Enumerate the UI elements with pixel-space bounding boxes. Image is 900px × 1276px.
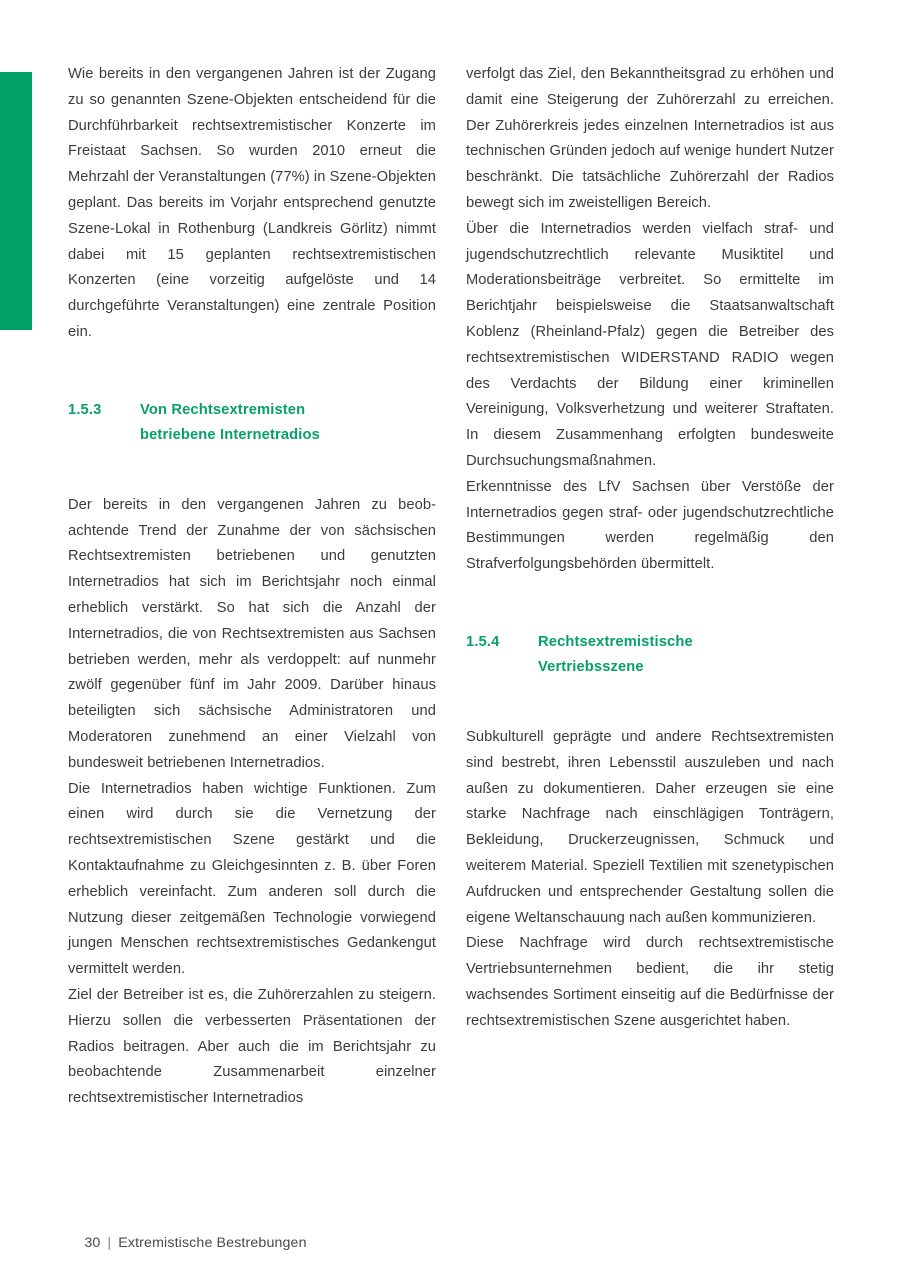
section-title-1-5-3-line-1: Von Rechtsextremisten bbox=[140, 401, 306, 418]
section-heading-1-5-4 bbox=[466, 630, 834, 681]
paragraph-ziel-betreiber: Ziel der Betreiber ist es, die Zuhörerzahlen zu steigern. Hierzu sollen die verbesserten Präsentationen der Radios beitragen. Aber auch die im Berichtsjahr zu beobachtende Zusammenarbeit einzelner rechtsextremistischer Internetradios bbox=[68, 986, 436, 1107]
section-title-1-5-4-line-1: Rechtsextremistische bbox=[538, 633, 693, 650]
paragraph-funktionen-internetradios: Die Internetradios haben wichtige Funktionen. Zum einen wird durch sie die Vernetzung der rechtsextremistischen Szene gestärkt und die Kontaktaufnahme zu Gleichgesinnten z. B. über Foren erheblich vereinfacht. Zum anderen soll durch die Nutzung dieser zeitgemäßen Technologie vorwiegend jungen Menschen rechtsextremistisches Gedankengut vermittelt werden. bbox=[68, 780, 436, 978]
paragraph-bekanntheitsgrad: verfolgt das Ziel, den Bekanntheitsgrad zu erhöhen und damit eine Steigerung der Zuhörerzahl zu erreichen. Der Zuhörerkreis jedes einzelnen Internetradios ist aus technischen Gründen jedoch auf wenige hundert Nutzer beschränkt. Die tatsächliche Zuhörerzahl der Radios bewegt sich im zweistelligen Bereich. bbox=[466, 66, 834, 211]
spacer bbox=[466, 578, 834, 630]
spacer bbox=[68, 449, 436, 493]
page-footer bbox=[68, 1219, 307, 1267]
section-heading-1-5-3 bbox=[68, 398, 436, 449]
section-title-1-5-4 bbox=[538, 630, 834, 681]
chapter-tab-marker bbox=[0, 72, 32, 330]
section-number-1-5-3: 1.5.3 bbox=[68, 401, 102, 418]
paragraph-erkenntnisse-lfv: Erkenntnisse des LfV Sachsen über Verstöße der Internetradios gegen straf- oder jugendschutzrechtliche Bestimmungen werden regelmäßig den Strafverfolgungsbehörden übermittelt. bbox=[466, 478, 834, 573]
footer-separator: | bbox=[107, 1235, 112, 1251]
footer-chapter-title: Extremistische Bestrebungen bbox=[118, 1235, 307, 1251]
spacer bbox=[68, 346, 436, 398]
paragraph-strafrechtlich-relevant: Über die Internetradios werden vielfach straf- und jugendschutzrechtlich relevante Musiktitel und Moderationsbeiträge verbreitet. So ermittelte im Berichtjahr beispielsweise die Staatsanwaltschaft Koblenz (Rheinland-Pfalz) gegen die Betreiber des rechtsextremistischen WIDERSTAND RADIO wegen des Verdachts der Bildung einer kriminellen Vereinigung, Volksverhetzung und weiterer Straftaten. In diesem Zusammenhang erfolgten bundesweite Durchsuchungsmaßnahmen. bbox=[466, 220, 834, 469]
paragraph-nachfrage-vertrieb: Diese Nachfrage wird durch rechtsextremistische Vertriebsunternehmen bedient, die ihr stetig wachsendes Sortiment einseitig auf die Bedürfnisse der rechtsextremistischen Szene ausgerichtet haben. bbox=[466, 935, 834, 1029]
two-column-text-area bbox=[68, 62, 832, 1162]
section-number-1-5-4: 1.5.4 bbox=[466, 633, 500, 650]
paragraph-trend-internetradios: Der bereits in den vergangenen Jahren zu beobachtende Trend der Zunahme der von sächsischen Rechtsextremisten betriebenen und genutzten Internetradios hat sich im Berichtsjahr noch einmal erheblich verstärkt. So hat sich die Anzahl der Internetradios, die von Rechtsextremisten aus Sachsen betrieben werden, mehr als verdoppelt: auf nunmehr zwölf gegenüber fünf im Jahr 2009. Darüber hinaus beteiligten sich sächsische Administratoren und Moderatoren zunehmend an einer Vielzahl von bundesweit betriebenen Internetradios. bbox=[68, 496, 436, 771]
section-title-1-5-3-line-2: betriebene Internetradios bbox=[140, 427, 320, 444]
footer-page-number: 30 bbox=[84, 1235, 101, 1251]
spacer bbox=[466, 681, 834, 725]
left-text-column bbox=[68, 62, 436, 1112]
paragraph-szene-objekte: Wie bereits in den vergangenen Jahren ist der Zugang zu so genannten Szene-Objekten entscheidend für die Durchführbarkeit rechtsextremistischer Konzerte im Freistaat Sachsen. So wurden 2010 erneut die Mehrzahl der Veranstaltungen (77%) in Szene-Objekten geplant. Das bereits im Vorjahr entsprechend genutzte Szene-Lokal in Rothenburg (Landkreis Görlitz) nimmt dabei mit 15 geplanten rechtsextremistischen Konzerten (eine vorzeitig aufgelöste und 14 durchgeführte Veranstaltungen) eine zentrale Position ein. bbox=[68, 66, 436, 340]
section-title-1-5-3 bbox=[140, 398, 436, 449]
paragraph-subkulturell-gepraegte: Subkulturell geprägte und andere Rechtsextremisten sind bestrebt, ihren Lebensstil auszuleben und nach außen zu dokumentieren. Daher erzeugen sie eine starke Nachfrage nach einschlägigen Tonträgern, Bekleidung, Druckerzeugnissen, Schmuck und weiterem Material. Speziell Textilien mit szenetypischen Aufdrucken und entsprechender Gestaltung sollen die eigene Weltanschauung nach außen kommunizieren. bbox=[466, 728, 834, 926]
right-text-column bbox=[466, 62, 834, 1035]
section-title-1-5-4-line-2: Vertriebsszene bbox=[538, 659, 644, 676]
